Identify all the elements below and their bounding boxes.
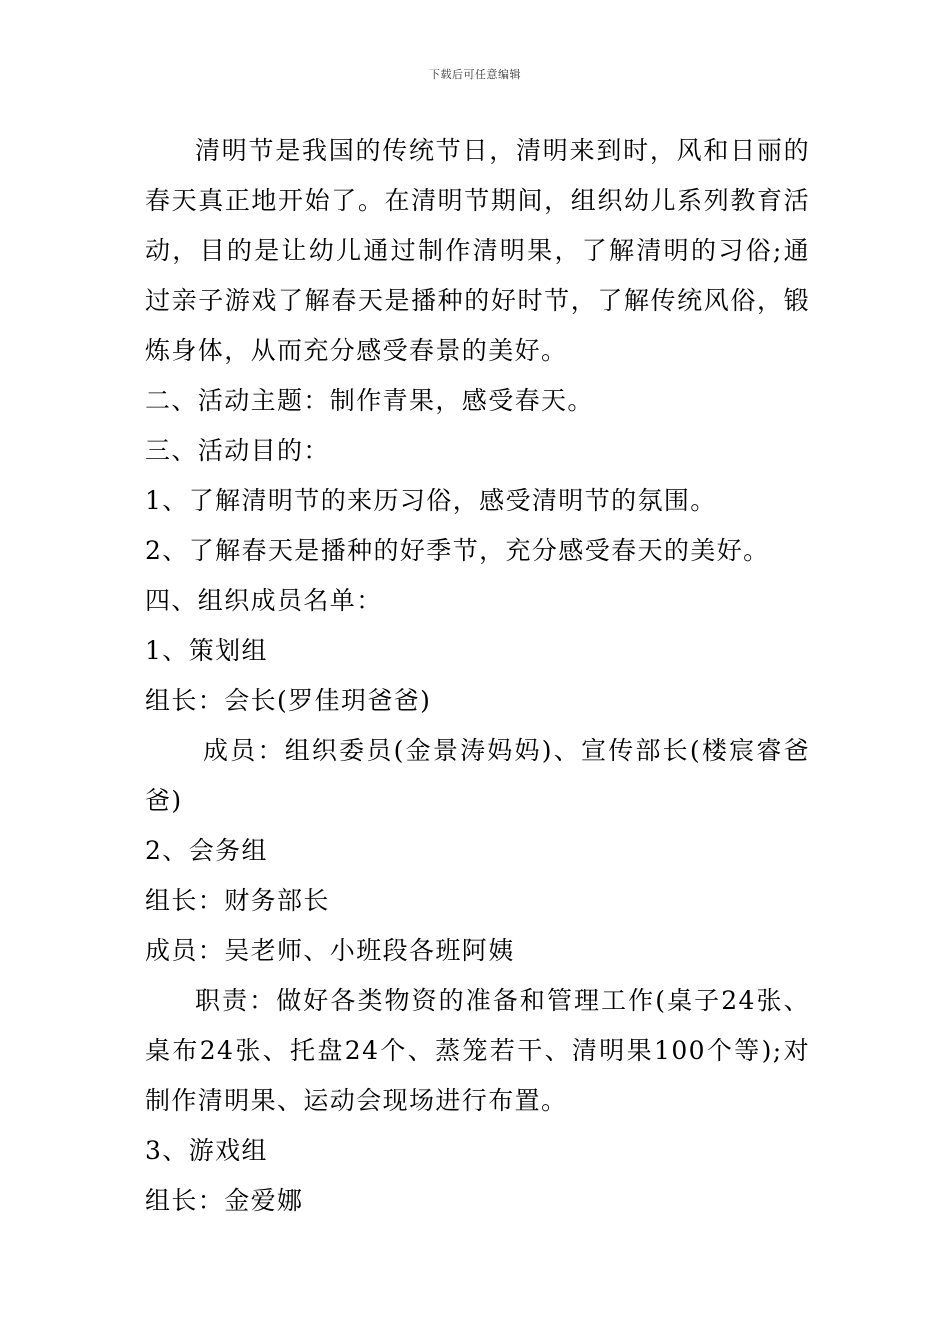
group-2-members: 成员：吴老师、小班段各班阿姨 bbox=[145, 936, 515, 965]
group-1-title: 1、策划组 bbox=[145, 636, 268, 665]
group-1-members: 成员：组织委员(金景涛妈妈)、宣传部长(楼宸睿爸爸) bbox=[145, 736, 810, 815]
document-body bbox=[145, 126, 810, 1226]
theme-line: 二、活动主题：制作青果，感受春天。 bbox=[145, 386, 594, 415]
group-2-duty: 职责：做好各类物资的准备和管理工作(桌子24张、桌布24张、托盘24个、蒸笼若干、清明果100个等);对制作清明果、运动会现场进行布置。 bbox=[145, 986, 810, 1115]
group-3-leader: 组长：金爱娜 bbox=[145, 1186, 304, 1215]
intro-paragraph: 清明节是我国的传统节日，清明来到时，风和日丽的春天真正地开始了。在清明节期间，组织幼儿系列教育活动，目的是让幼儿通过制作清明果，了解清明的习俗;通过亲子游戏了解春天是播种的好时节，了解传统风俗，锻炼身体，从而充分感受春景的美好。 bbox=[145, 136, 810, 365]
goal-heading: 三、活动目的： bbox=[145, 436, 330, 465]
page-header-note: 下载后可任意编辑 bbox=[429, 68, 521, 81]
group-3-title: 3、游戏组 bbox=[145, 1136, 268, 1165]
goal-item-2: 2、了解春天是播种的好季节，充分感受春天的美好。 bbox=[145, 536, 770, 565]
members-heading: 四、组织成员名单： bbox=[145, 586, 383, 615]
group-1-leader: 组长：会长(罗佳玥爸爸) bbox=[145, 686, 432, 715]
group-2-leader: 组长：财务部长 bbox=[145, 886, 330, 915]
group-2-title: 2、会务组 bbox=[145, 836, 268, 865]
goal-item-1: 1、了解清明节的来历习俗，感受清明节的氛围。 bbox=[145, 486, 717, 515]
